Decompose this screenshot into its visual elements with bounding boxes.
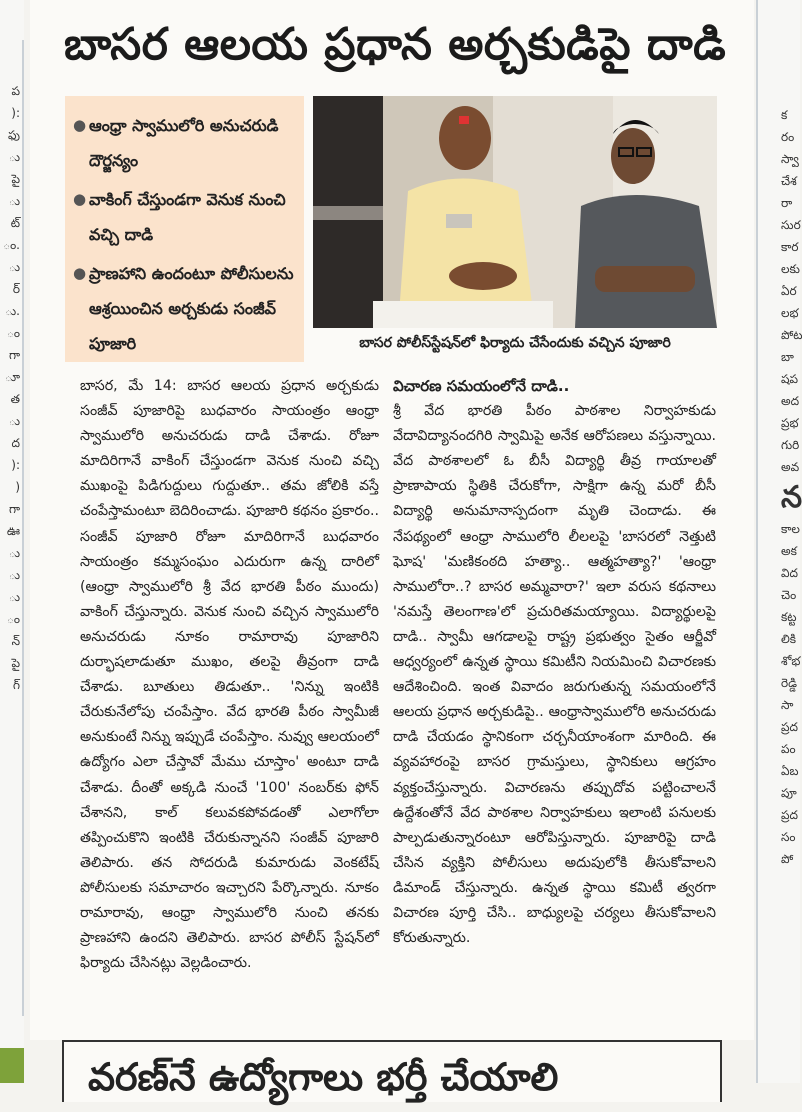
- column-fragment: క: [781, 108, 788, 122]
- right-neighbor-column: [757, 0, 800, 1083]
- column-fragment: పూ: [781, 786, 797, 800]
- column-fragment: ం.: [3, 238, 20, 252]
- column-fragment: గా: [8, 502, 20, 516]
- column-fragment: రం: [781, 130, 795, 144]
- column-fragment: ప్రద: [781, 808, 799, 822]
- column-fragment: అక: [781, 544, 797, 558]
- column-fragment: ఊ: [6, 524, 20, 538]
- highlight-text: వాకింగ్ చేస్తుండగా వెనుక నుంచి వచ్చి దాడి: [89, 190, 286, 244]
- column-fragment: ప్రద: [781, 720, 799, 734]
- column-fragment: చెం: [781, 588, 797, 602]
- column-fragment: ు: [8, 568, 20, 582]
- column-fragment: ు: [8, 194, 20, 208]
- column-fragment: ద: [11, 436, 20, 450]
- column-fragment: పై: [11, 172, 20, 186]
- column-fragment: లభ: [781, 306, 799, 320]
- highlight-item: [65, 108, 304, 178]
- next-article-box: [62, 1040, 722, 1102]
- column-fragment: ):: [11, 458, 20, 472]
- column-fragment: ు.: [5, 304, 20, 318]
- highlight-item: [65, 182, 304, 252]
- column-fragment: ):: [11, 106, 20, 120]
- column-fragment: ం: [6, 612, 20, 626]
- column-fragment: లకు: [781, 262, 800, 276]
- column-fragment: కట్ట: [781, 610, 797, 624]
- column-fragment: ): [15, 480, 20, 494]
- column-fragment: పం: [781, 742, 796, 756]
- headline: బాసర ఆలయ ప్రధాన అర్చకుడిపై దాడి: [64, 19, 727, 70]
- column-heading-fragment: న: [781, 480, 802, 515]
- highlight-text: ప్రాణహాని ఉందంటూ పోలీసులను ఆశ్రయించిన అర్చకుడు సంజీవ్ పూజారి: [89, 264, 294, 353]
- column-fragment: శోభ: [781, 654, 801, 668]
- column-fragment: గురి: [781, 438, 800, 452]
- column-fragment: ఫు: [8, 128, 20, 142]
- column-fragment: స్వా: [781, 152, 799, 166]
- column-fragment: గ్: [13, 678, 20, 692]
- bullet-icon: ●: [73, 264, 87, 282]
- column-fragment: పో: [781, 852, 794, 866]
- photo-illustration: [313, 96, 717, 328]
- column-fragment: బా: [781, 350, 794, 364]
- article-body-text: శ్రీ వేద భారతి పీఠం పాఠశాల నిర్వాహకుడు వేదావిద్యానందగిరి స్వామిపై అనేక ఆరోపణలు వస్తున్నాయి. వేద పాఠశాలలో ఓ బీసీ విద్యార్థి తీవ్ర గాయాలతో ప్రాణాపాయ స్థితికి చేరుకోగా, సాక్షిగా ఉన్న మరో బీసీ విద్యార్థి అనుమానాస్పదంగా మృతి చెందాడు. ఈ నేపథ్యంలో ఆంధ్రా సాములోరి లీలలపై 'బాసరలో నెత్తుటి ఘోష' 'మణికంఠది హత్యా.. ఆత్మహత్యా?' 'ఆంధ్రా సాములోరా..? బాసర అమ్మవారా?' ఇలా వరుస కథనాలు 'నమస్తే తెలంగాణ'లో ప్రచురితమయ్యాయి. విద్యార్థులపై దాడి.. స్వామీ ఆగడాలపై రాష్ట్ర ప్రభుత్వం సైతం ఆర్జీవో ఆధ్వర్యంలో ఉన్నత స్థాయి కమిటీని నియమించి విచారణకు ఆదేశించింది. ఇంత వివాదం జరుగుతున్న సమయంలోనే ఆలయ ప్రధాన అర్చకుడిపై.. ఆంధ్రాస్వాములోరి అనుచరుడు దాడి చేయడం స్థానికంగా చర్చనీయాంశంగా మారింది. ఈ వ్యవహారంపై బాసర గ్రామస్తులు, స్థానికులు ఆగ్రహం వ్యక్తంచేస్తున్నారు. విచారణను తప్పుదోవ పట్టించాలనే ఉద్దేశంతోనే వేద పాఠశాల నిర్వాహకులు ఇలాంటి పనులకు పాల్పడుతున్నారంటూ ఆరోపిస్తున్నారు. పూజారిపై దాడి చేసిన వ్యక్తిని పోలీసులు అదుపులోకి తీసుకోవాలని డిమాండ్ చేస్తున్నారు. ఉన్నత స్థాయి కమిటీ త్వరగా విచారణ పూర్తి చేసి.. బాధ్యులపై చర్యలు తీసుకోవాలని కోరుతున్నారు.: [393, 403, 716, 947]
- column-fragment: ు: [8, 414, 20, 428]
- right-column-rule: [756, 0, 758, 1083]
- column-fragment: రెడ్డి: [781, 676, 797, 690]
- column-fragment: ూ: [5, 370, 20, 384]
- column-fragment: షప: [781, 372, 799, 386]
- column-fragment: గా: [8, 348, 20, 362]
- column-fragment: ఏబ: [781, 764, 799, 778]
- highlight-item: [65, 256, 304, 361]
- column-fragment: ప్రభ: [781, 416, 799, 430]
- column-fragment: ు: [8, 546, 20, 560]
- column-fragment: కాల: [781, 522, 800, 536]
- column-fragment: త: [10, 392, 20, 406]
- column-fragment: ట్: [10, 216, 20, 230]
- highlight-text: ఆంధ్రా స్వాములోరి అనుచరుడి దౌర్జన్యం: [89, 116, 279, 170]
- column-fragment: అద: [781, 394, 800, 408]
- column-fragment: చేశ: [781, 174, 797, 188]
- left-column-rule: [22, 40, 24, 1016]
- column-fragment: ఏర: [781, 284, 797, 298]
- column-fragment: సుర: [781, 218, 801, 232]
- article-body-column-1: బాసర, మే 14: బాసర ఆలయ ప్రధాన అర్చకుడు సంజీవ్ పూజారిపై బుధవారం సాయంత్రం ఆంధ్రా స్వాములోరి అనుచరుడు దాడి చేశాడు. రోజూ మాదిరిగానే వాకింగ్ చేస్తుండగా వెనుక నుంచి వచ్చి ముఖంపై పిడిగుద్దులు గుద్దుతూ.. తమ జోలికి వస్తే చంపేస్తామంటూ బెదిరించాడు. పూజారి కథనం ప్రకారం.. సంజీవ్ పూజారి రోజూ మాదిరిగానే బుధవారం సాయంత్రం కమ్మసంఘం ఎదురుగా ఉన్న దారిలో (ఆంధ్రా స్వాములోరి శ్రీ వేద భారతి పీఠం ముందు) వాకింగ్ చేస్తున్నారు. వెనుక నుంచి వచ్చిన స్వాములోరి అనుచరుడు నూకం రామారావు పూజారిని దుర్భాషలాడుతూ ముఖం, తలపై తీవ్రంగా దాడి చేశాడు. బూతులు తిడుతూ.. 'నిన్ను ఇంటికి చేరుకునేలోపు చంపేస్తాం. వేద భారతి పీఠం స్వామీజీ అనుకుంటే నిన్ను ఇప్పుడే చంపేస్తాం. నువ్వు ఆలయంలో ఉద్యోగం ఎలా చేస్తావో మేము చూస్తాం' అంటూ దాడి చేశాడు. దీంతో అక్కడి నుంచే '100' నంబర్‌కు ఫోన్ చేశానని, కాల్ కలువకపోవడంతో ఎలాగోలా తప్పించుకొని ఇంటికి చేరుకున్నానని సంజీవ్ పూజారి తెలిపారు. తన సోదరుడి కుమారుడు వెంకటేష్ పోలీసులకు సమాచారం ఇచ్చారని పేర్కొన్నారు. నూకం రామారావు, ఆంధ్రా స్వాములోరి నుంచి తనకు ప్రాణహాని ఉందని తెలిపారు. బాసర పోలీస్ స్టేషన్‌లో ఫిర్యాదు చేసినట్లు వెల్లడించారు.: [80, 378, 379, 972]
- highlights-box: [65, 96, 304, 362]
- column-fragment: పై: [11, 656, 20, 670]
- column-fragment: ు: [8, 260, 20, 274]
- column-fragment: సం: [781, 830, 796, 844]
- column-fragment: ు: [8, 590, 20, 604]
- column-fragment: ర్: [12, 282, 20, 296]
- column-fragment: ం: [6, 326, 20, 340]
- column-fragment: న్: [11, 634, 20, 648]
- next-article-headline: వరణ్‌నే ఉద్యోగాలు భర్తీ చేయాలి: [88, 1055, 559, 1099]
- bullet-icon: ●: [73, 190, 87, 208]
- column-fragment: విద: [781, 566, 799, 580]
- column-fragment: లికి: [781, 632, 797, 646]
- column-fragment: పోట: [781, 328, 802, 342]
- column-fragment: సా: [781, 698, 794, 712]
- column-fragment: అవ: [781, 460, 800, 474]
- column-fragment: ు: [8, 150, 20, 164]
- column-fragment: ప: [11, 84, 20, 98]
- thumbnail-image: [0, 1048, 24, 1083]
- left-neighbor-column: [0, 0, 24, 1083]
- article-body-column-2: [393, 374, 716, 951]
- column-fragment: కార: [781, 240, 799, 254]
- photo-caption: బాసర పోలీస్‌స్టేషన్‌లో ఫిర్యాదు చేసేందుకు వచ్చిన పూజారి: [359, 335, 671, 351]
- news-photo: [313, 96, 717, 328]
- column-fragment: రా: [781, 196, 793, 210]
- subheading: విచారణ సమయంలోనే దాడి..: [393, 377, 570, 395]
- bullet-icon: ●: [73, 116, 87, 134]
